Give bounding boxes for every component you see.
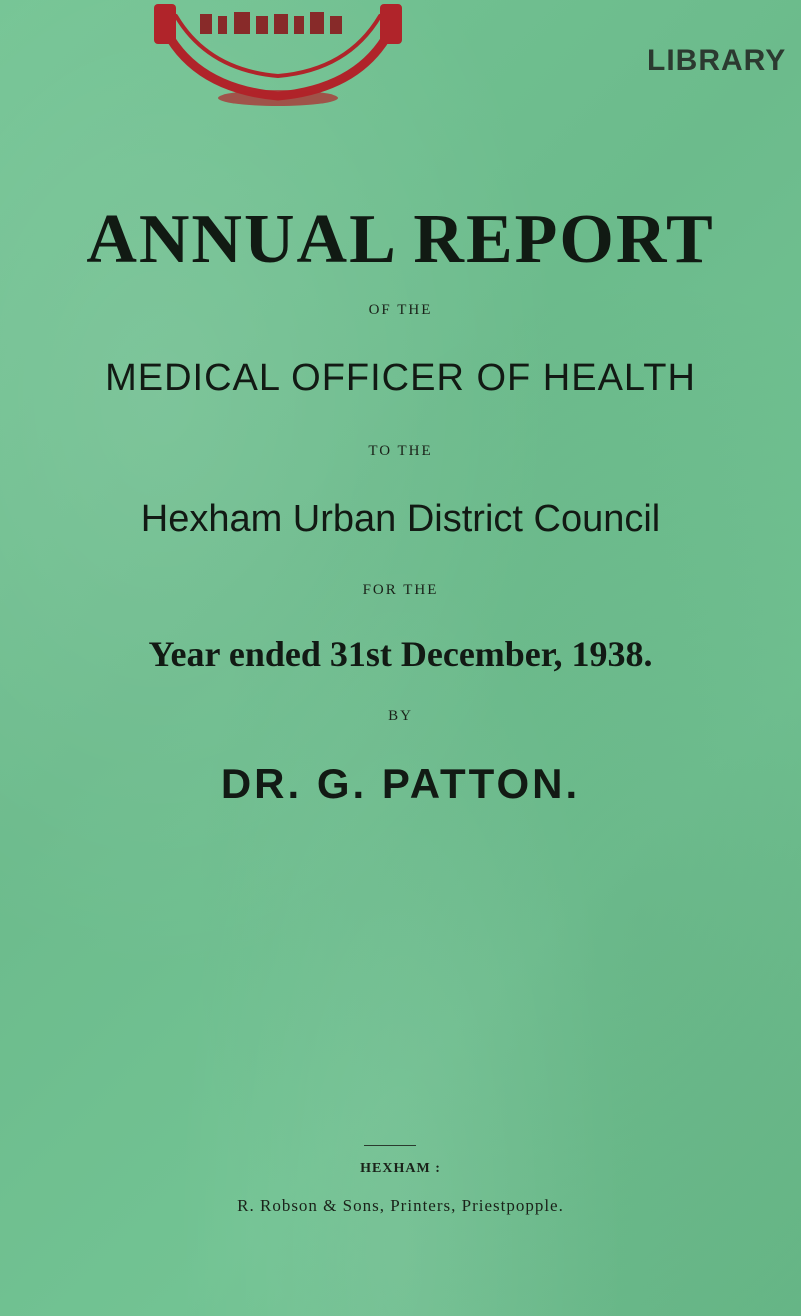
of-the-line: OF THE xyxy=(368,302,433,318)
library-label: LIBRARY xyxy=(647,44,787,77)
report-period: Year ended 31st December, 1938. xyxy=(148,634,653,674)
for-the-line: FOR THE xyxy=(362,582,439,598)
imprint-divider xyxy=(364,1145,416,1146)
report-title: ANNUAL REPORT xyxy=(86,201,715,278)
by-line: BY xyxy=(388,708,413,724)
author-name: DR. G. PATTON. xyxy=(220,760,581,807)
imprint-printer: R. Robson & Sons, Printers, Priestpopple. xyxy=(237,1196,564,1215)
council-name: Hexham Urban District Council xyxy=(140,498,661,540)
library-stamp-icon xyxy=(148,0,408,108)
to-the-line: TO THE xyxy=(368,443,433,459)
office-title: MEDICAL OFFICER OF HEALTH xyxy=(105,357,696,399)
imprint-place: HEXHAM : xyxy=(360,1161,441,1176)
